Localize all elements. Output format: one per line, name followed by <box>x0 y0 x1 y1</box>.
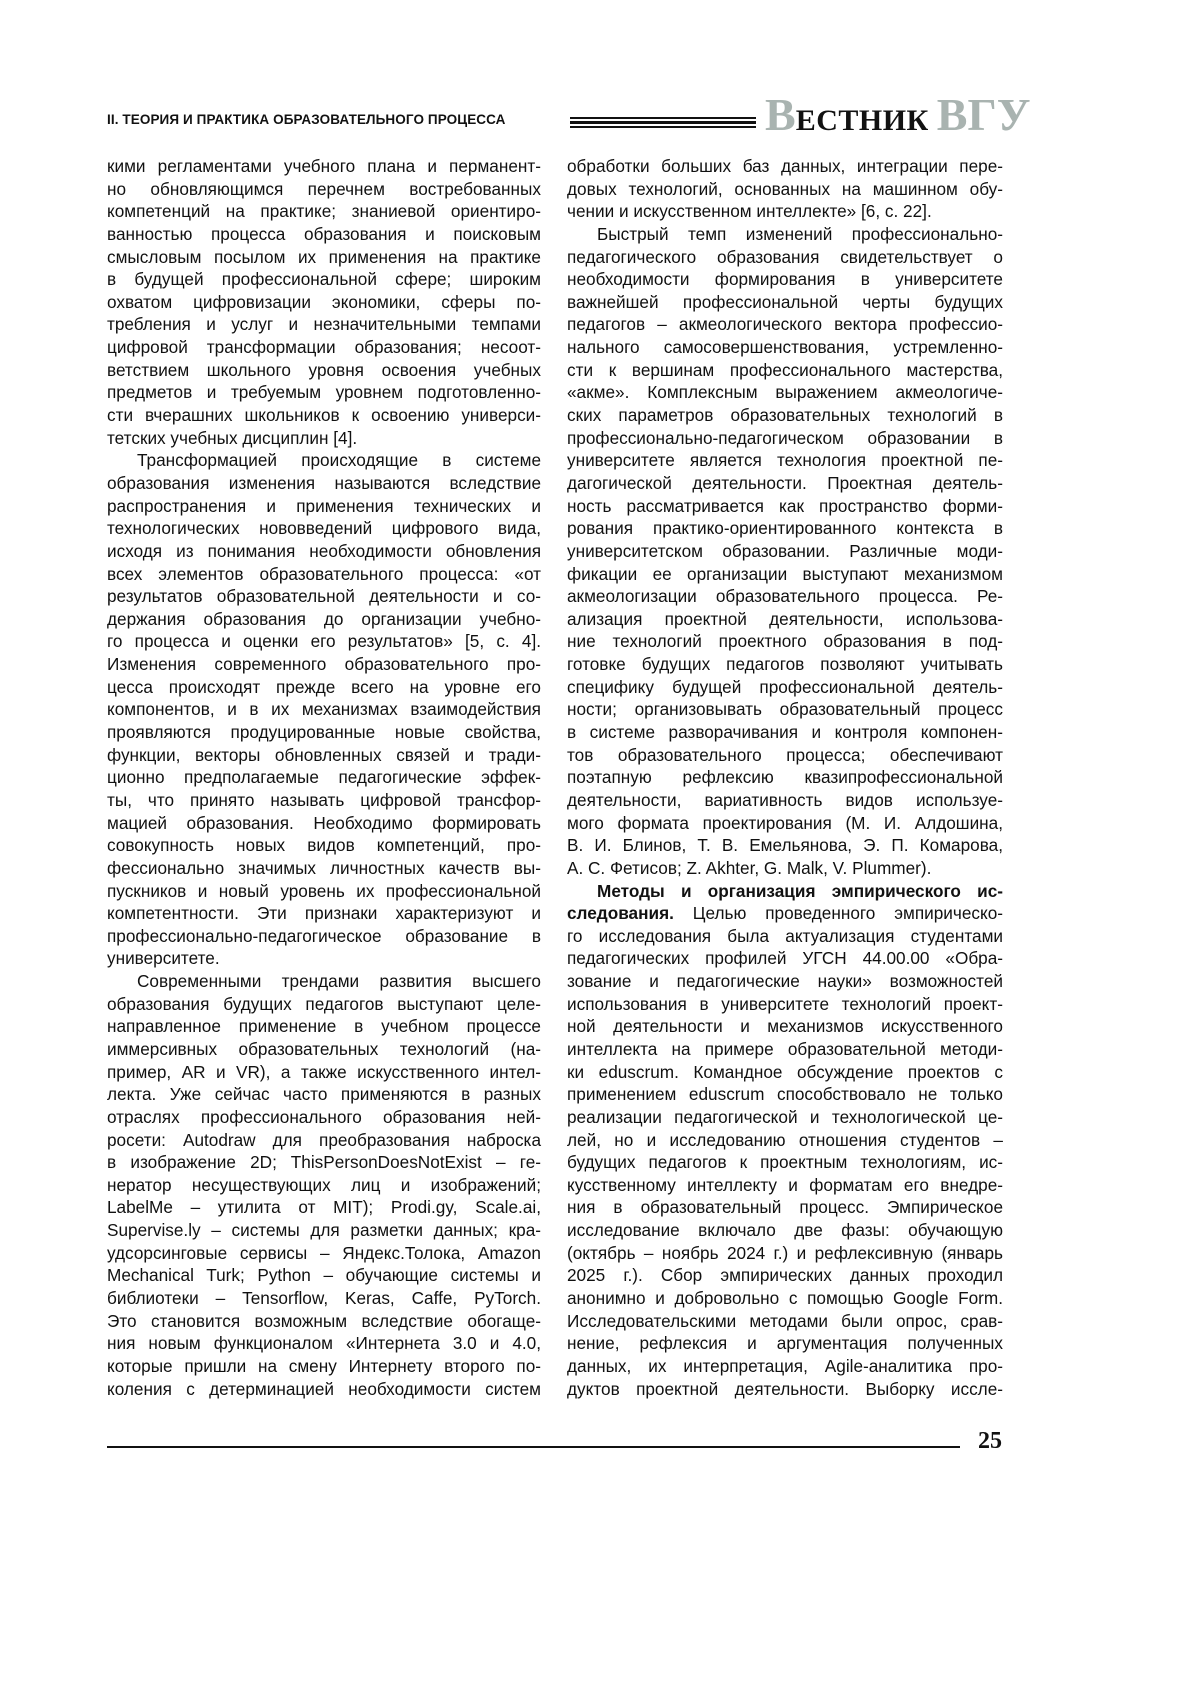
text-line: необходимости формирования в университете <box>567 268 1003 291</box>
text-line: применением eduscrum способствовало не только <box>567 1083 1003 1106</box>
text-line: ность рассматривается как пространство форми- <box>567 495 1003 518</box>
text-line: кими регламентами учебного плана и перманент- <box>107 155 541 178</box>
text-line: педагогических профилей УГСН 44.00.00 «Обра- <box>567 947 1003 970</box>
text-line: ности; организовывать образовательный процесс <box>567 698 1003 721</box>
text-line: профессионально-педагогическое образование в <box>107 925 541 948</box>
text-line: Mechanical Turk; Python – обучающие системы и <box>107 1264 541 1287</box>
bold-heading-text: Методы и организация эмпирического ис- <box>597 881 1003 901</box>
text-line: довых технологий, основанных на машинном обу- <box>567 178 1003 201</box>
text-line: смысловым посылом их применения на практике <box>107 246 541 269</box>
text-line: образования будущих педагогов выступают целе- <box>107 993 541 1016</box>
text-line: но обновляющимся перечнем востребованных <box>107 178 541 201</box>
text-line: зование и педагогические науки» возможностей <box>567 970 1003 993</box>
text-line: тов образовательного процесса; обеспечивают <box>567 744 1003 767</box>
text-line: компетентности. Эти признаки характеризуют и <box>107 902 541 925</box>
text-line: ния новым функционалом «Интернета 3.0 и 4.0, <box>107 1332 541 1355</box>
text-line: в системе разворачивания и контроля компонен- <box>567 721 1003 744</box>
text-line: пример, AR и VR), а также искусственного интел- <box>107 1061 541 1084</box>
text-line: анонимно и добровольно с помощью Google Form. <box>567 1287 1003 1310</box>
text-line <box>567 902 1003 925</box>
text-line: тетских учебных дисциплин [4]. <box>107 427 541 450</box>
text-line: А. С. Фетисов; Z. Akhter, G. Malk, V. Plummer). <box>567 857 1003 880</box>
text-line: проявляются продуцированные новые свойства, <box>107 721 541 744</box>
text-line: ной деятельности и механизмов искусственного <box>567 1015 1003 1038</box>
text-line: всех элементов образовательного процесса: «от <box>107 563 541 586</box>
text-line: 2025 г.). Сбор эмпирических данных проходил <box>567 1264 1003 1287</box>
text-line: интеллекта на примере образовательной методи- <box>567 1038 1003 1061</box>
text-line: университетском образовании. Различные моди- <box>567 540 1003 563</box>
text-line: лекта. Уже сейчас часто применяются в разных <box>107 1083 541 1106</box>
text-column-left <box>107 155 541 1400</box>
text-line: ванностью процесса образования и поисковым <box>107 223 541 246</box>
text-line: мого формата проектирования (М. И. Алдошина, <box>567 812 1003 835</box>
text-line: поэтапную рефлексию квазипрофессиональной <box>567 766 1003 789</box>
text-line <box>567 880 1003 903</box>
text-line: фикации ее организации выступают механизмом <box>567 563 1003 586</box>
text-line: профессионально-педагогическом образовании в <box>567 427 1003 450</box>
text-line: компетенций на практике; знаниевой ориентиро- <box>107 200 541 223</box>
text-line: ветствием школьного уровня освоения учебных <box>107 359 541 382</box>
text-line: коления с детерминацией необходимости систем <box>107 1378 541 1401</box>
text-line: пускников и новый уровень их профессиональной <box>107 880 541 903</box>
bold-heading-text: следования. <box>567 903 674 923</box>
text-line: результатов образовательной деятельности и со- <box>107 585 541 608</box>
text-line: ты, что принято называть цифровой трансфор- <box>107 789 541 812</box>
text-line: предметов и требуемым уровнем подготовленно- <box>107 381 541 404</box>
text-line: исходя из понимания необходимости обновления <box>107 540 541 563</box>
text-line: специфику будущей профессиональной деятель- <box>567 676 1003 699</box>
text-line: библиотеки – Tensorflow, Keras, Caffe, PyTorch. <box>107 1287 541 1310</box>
text-line: ализация проектной деятельности, использова- <box>567 608 1003 631</box>
text-line: в будущей профессиональной сфере; широким <box>107 268 541 291</box>
text-line: мацией образования. Необходимо формировать <box>107 812 541 835</box>
text-line: LabelMe – утилита от MIT); Prodi.gy, Scale.ai, <box>107 1196 541 1219</box>
text-line: сти к вершинам профессионального мастерства, <box>567 359 1003 382</box>
text-line: фессионально значимых личностных качеств вы- <box>107 857 541 880</box>
journal-logo: ВЕСТНИК ВГУ <box>765 92 1031 138</box>
text-line: чении и искусственном интеллекте» [6, с. 22]. <box>567 200 1003 223</box>
text-line: направленное применение в учебном процессе <box>107 1015 541 1038</box>
text-line: нального самосовершенствования, устремленно- <box>567 336 1003 359</box>
text-line: Исследовательскими методами были опрос, срав- <box>567 1310 1003 1333</box>
text-line: «акме». Комплексным выражением акмеологиче- <box>567 381 1003 404</box>
text-line: Трансформацией происходящие в системе <box>107 449 541 472</box>
footer-rule <box>107 1446 960 1448</box>
text-line: Это становится возможным вследствие обогаще- <box>107 1310 541 1333</box>
text-line: исследование включало две фазы: обучающую <box>567 1219 1003 1242</box>
header-divider-rules <box>570 117 756 129</box>
text-line: цифровой трансформации образования; несоот- <box>107 336 541 359</box>
text-line: кусственному интеллекту и форматам его внедре- <box>567 1174 1003 1197</box>
text-line: Изменения современного образовательного про- <box>107 653 541 676</box>
text-line: требления и услуг и незначительными темпами <box>107 313 541 336</box>
text-line: держания образования до организации учебно- <box>107 608 541 631</box>
text-line: дуктов проектной деятельности. Выборку иссле- <box>567 1378 1003 1401</box>
text-line: ние технологий проектного образования в под- <box>567 630 1003 653</box>
text-line: Supervise.ly – системы для разметки данных; кра- <box>107 1219 541 1242</box>
text-line: (октябрь – ноябрь 2024 г.) и рефлексивную (январь <box>567 1242 1003 1265</box>
text-line: университете является технология проектной пе- <box>567 449 1003 472</box>
text-line: компонентов, и в их механизмах взаимодействия <box>107 698 541 721</box>
text-line: отраслях профессионального образования ней- <box>107 1106 541 1129</box>
text-line: готовке будущих педагогов позволяют учитывать <box>567 653 1003 676</box>
text-line: технологических нововведений цифрового вида, <box>107 517 541 540</box>
text-line: сти вчерашних школьников к освоению универси- <box>107 404 541 427</box>
text-line: распространения и применения технических и <box>107 495 541 518</box>
text-line: Современными трендами развития высшего <box>107 970 541 993</box>
text-line: Быстрый темп изменений профессионально- <box>567 223 1003 246</box>
text-line: дагогической деятельности. Проектная деятель- <box>567 472 1003 495</box>
page-number: 25 <box>978 1428 1002 1455</box>
text-line: цесса происходят прежде всего на уровне его <box>107 676 541 699</box>
text-line: важнейшей профессиональной черты будущих <box>567 291 1003 314</box>
text-line: лей, но и исследованию отношения студентов – <box>567 1129 1003 1152</box>
text-line: рования практико-ориентированного контекста в <box>567 517 1003 540</box>
journal-page <box>0 0 1200 1697</box>
text-line: совокупность новых видов компетенций, про- <box>107 834 541 857</box>
text-line: деятельности, вариативность видов используе- <box>567 789 1003 812</box>
text-line: ских параметров образовательных технологий в <box>567 404 1003 427</box>
section-running-header: II. ТЕОРИЯ И ПРАКТИКА ОБРАЗОВАТЕЛЬНОГО ПРОЦЕССА <box>107 112 506 127</box>
text-line: использования в университете технологий проект- <box>567 993 1003 1016</box>
text-line: иммерсивных образовательных технологий (на- <box>107 1038 541 1061</box>
text-line: нератор несуществующих лиц и изображений; <box>107 1174 541 1197</box>
text-line: ния в образовательный процесс. Эмпирическое <box>567 1196 1003 1219</box>
text-line: ционно предполагаемые педагогические эффек- <box>107 766 541 789</box>
text-line: педагогов – акмеологического вектора профессио- <box>567 313 1003 336</box>
text-line: педагогического образования свидетельствует о <box>567 246 1003 269</box>
text-line: функции, векторы обновленных связей и тради- <box>107 744 541 767</box>
text-line: удсорсинговые сервисы – Яндекс.Толока, Amazon <box>107 1242 541 1265</box>
text-line: охватом цифровизации экономики, сферы по- <box>107 291 541 314</box>
text-line: реализации педагогической и технологической це- <box>567 1106 1003 1129</box>
text-line: обработки больших баз данных, интеграции пере- <box>567 155 1003 178</box>
text-line: В. И. Блинов, Т. В. Емельянова, Э. П. Комарова, <box>567 834 1003 857</box>
text-line: го процесса и оценки его результатов» [5, с. 4]. <box>107 630 541 653</box>
text-line: росети: Autodraw для преобразования наброска <box>107 1129 541 1152</box>
text-line: образования изменения называются вследствие <box>107 472 541 495</box>
text-line: акмеологизации образовательного процесса. Ре- <box>567 585 1003 608</box>
text-line: университете. <box>107 947 541 970</box>
text-line: нение, рефлексия и аргументация полученных <box>567 1332 1003 1355</box>
text-line: данных, их интерпретация, Agile-аналитика про- <box>567 1355 1003 1378</box>
text-line: го исследования была актуализация студентами <box>567 925 1003 948</box>
text-segment: Целью проведенного эмпирическо- <box>674 903 1003 923</box>
text-column-right <box>567 155 1003 1400</box>
text-line: которые пришли на смену Интернету второго по- <box>107 1355 541 1378</box>
text-line: в изображение 2D; ThisPersonDoesNotExist – ге- <box>107 1151 541 1174</box>
text-line: будущих педагогов к проектным технологиям, ис- <box>567 1151 1003 1174</box>
text-line: ки eduscrum. Командное обсуждение проектов с <box>567 1061 1003 1084</box>
